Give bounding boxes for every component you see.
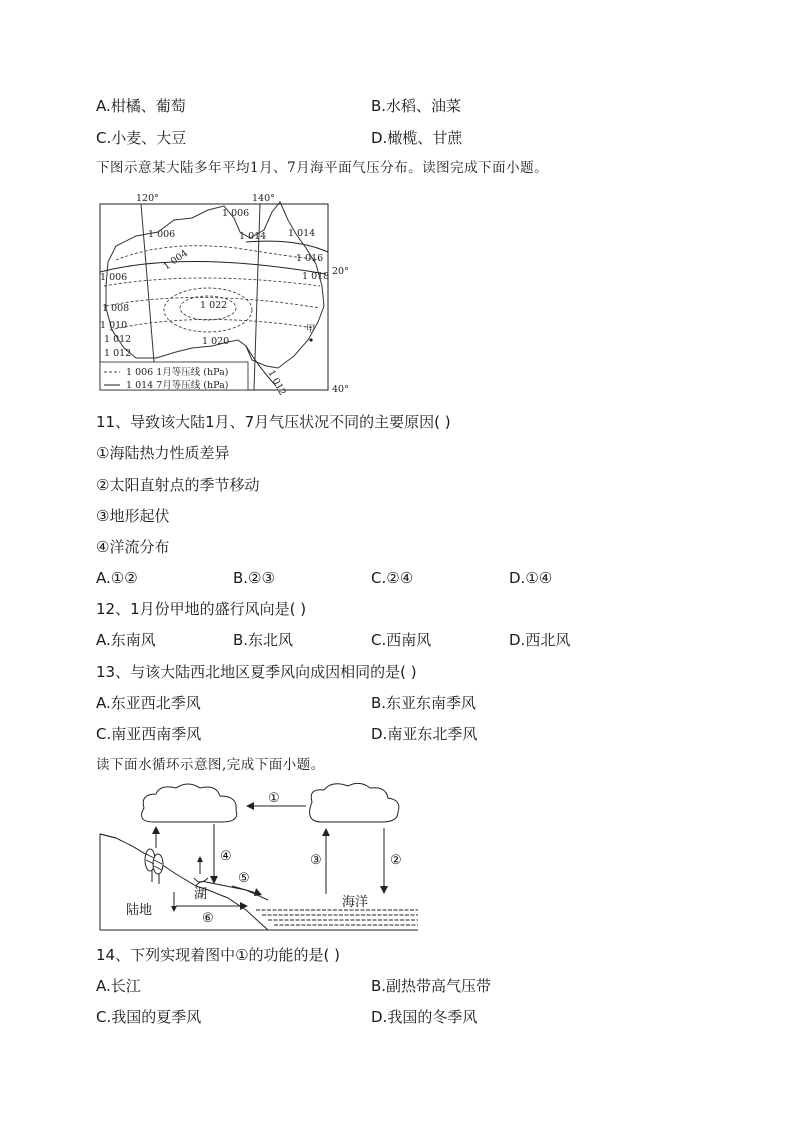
meridian-120 bbox=[141, 204, 154, 362]
q13-stem: 13、与该大陆西北地区夏季风向成因相同的是( ) bbox=[96, 663, 417, 681]
label-land: 陆地 bbox=[126, 903, 153, 918]
cloud-left-icon bbox=[142, 784, 237, 822]
isobar-jan-1012 bbox=[110, 319, 314, 330]
lat-label-40: 40° bbox=[332, 384, 349, 395]
q11-stem: 11、导致该大陆1月、7月气压状况不同的主要原因( ) bbox=[96, 413, 451, 431]
isobar-label: 1 016 bbox=[296, 253, 324, 264]
water-cycle-diagram bbox=[96, 782, 426, 934]
ocean-water bbox=[256, 910, 418, 925]
label-num-1: ① bbox=[268, 791, 280, 806]
q13-option-b[interactable]: B.东亚东南季风 bbox=[371, 694, 477, 712]
label-num-5: ⑤ bbox=[238, 871, 250, 886]
label-ocean: 海洋 bbox=[342, 895, 369, 910]
label-num-3: ③ bbox=[310, 853, 322, 868]
isobar-label: 1 006 bbox=[100, 272, 128, 283]
isobar-label: 1 012 bbox=[104, 348, 132, 359]
tree-icon bbox=[145, 849, 163, 884]
isobar-label: 1 014 bbox=[239, 231, 267, 242]
q11-option-b[interactable]: B.②③ bbox=[233, 569, 275, 587]
isobar-label: 1 006 bbox=[222, 208, 250, 219]
pressure-map bbox=[96, 190, 358, 400]
place-dot-jia bbox=[309, 338, 312, 341]
lon-label-120: 120° bbox=[136, 193, 159, 204]
legend-january: 1 006 1月等压线 (hPa) bbox=[126, 367, 229, 378]
q14-option-d[interactable]: D.我国的冬季风 bbox=[371, 1008, 478, 1026]
isobar-jan-1004 bbox=[116, 246, 320, 260]
place-label-jia: 甲 bbox=[306, 324, 316, 335]
q11-item-3: ③地形起伏 bbox=[96, 507, 170, 525]
isobar-label: 1 018 bbox=[302, 271, 330, 282]
q10-option-b[interactable]: B.水稻、油菜 bbox=[371, 97, 462, 115]
intro-diagram: 读下面水循环示意图,完成下面小题。 bbox=[96, 757, 325, 773]
isobar-label: 1 006 bbox=[148, 229, 176, 240]
q13-option-a[interactable]: A.东亚西北季风 bbox=[96, 694, 201, 712]
q10-option-d[interactable]: D.橄榄、甘蔗 bbox=[371, 129, 463, 147]
q11-option-a[interactable]: A.①② bbox=[96, 569, 138, 587]
isobar-label: 1 012 bbox=[104, 334, 132, 345]
q11-item-1: ①海陆热力性质差异 bbox=[96, 444, 230, 462]
label-num-6: ⑥ bbox=[202, 911, 214, 926]
q14-option-c[interactable]: C.我国的夏季风 bbox=[96, 1008, 202, 1026]
q13-option-c[interactable]: C.南亚西南季风 bbox=[96, 725, 202, 743]
isobar-label: 1 022 bbox=[200, 300, 228, 311]
q14-stem: 14、下列实现着图中①的功能的是( ) bbox=[96, 946, 341, 964]
q10-option-c[interactable]: C.小麦、大豆 bbox=[96, 129, 187, 147]
isobar-jan-1008 bbox=[104, 278, 320, 286]
q12-option-d[interactable]: D.西北风 bbox=[509, 631, 571, 649]
lon-label-140: 140° bbox=[252, 193, 275, 204]
label-lake: 湖 bbox=[194, 887, 208, 902]
q11-item-2: ②太阳直射点的季节移动 bbox=[96, 476, 260, 494]
isobar-label: 1 004 bbox=[161, 247, 191, 273]
q12-option-a[interactable]: A.东南风 bbox=[96, 631, 156, 649]
isobar-july-1006 bbox=[100, 261, 326, 274]
q14-option-a[interactable]: A.长江 bbox=[96, 977, 141, 995]
isobar-label: 1 010 bbox=[100, 320, 128, 331]
q12-stem: 12、1月份甲地的盛行风向是( ) bbox=[96, 600, 307, 618]
q12-option-c[interactable]: C.西南风 bbox=[371, 631, 432, 649]
isobar-label: 1 012 bbox=[265, 368, 288, 398]
isobar-label: 1 020 bbox=[202, 336, 230, 347]
isobar-label: 1 008 bbox=[102, 303, 130, 314]
q11-option-d[interactable]: D.①④ bbox=[509, 569, 553, 587]
q14-option-b[interactable]: B.副热带高气压带 bbox=[371, 977, 492, 995]
label-num-2: ② bbox=[390, 853, 402, 868]
q13-option-d[interactable]: D.南亚东北季风 bbox=[371, 725, 478, 743]
q10-option-a[interactable]: A.柑橘、葡萄 bbox=[96, 97, 186, 115]
q11-item-4: ④洋流分布 bbox=[96, 538, 170, 556]
legend-july: 1 014 7月等压线 (hPa) bbox=[126, 380, 229, 391]
label-num-4: ④ bbox=[220, 849, 232, 864]
lat-label-20: 20° bbox=[332, 266, 349, 277]
q12-option-b[interactable]: B.东北风 bbox=[233, 631, 294, 649]
cloud-right-icon bbox=[310, 783, 399, 822]
q11-option-c[interactable]: C.②④ bbox=[371, 569, 414, 587]
intro-map: 下图示意某大陆多年平均1月、7月海平面气压分布。读图完成下面小题。 bbox=[96, 160, 549, 176]
isobar-label: 1 014 bbox=[288, 228, 316, 239]
